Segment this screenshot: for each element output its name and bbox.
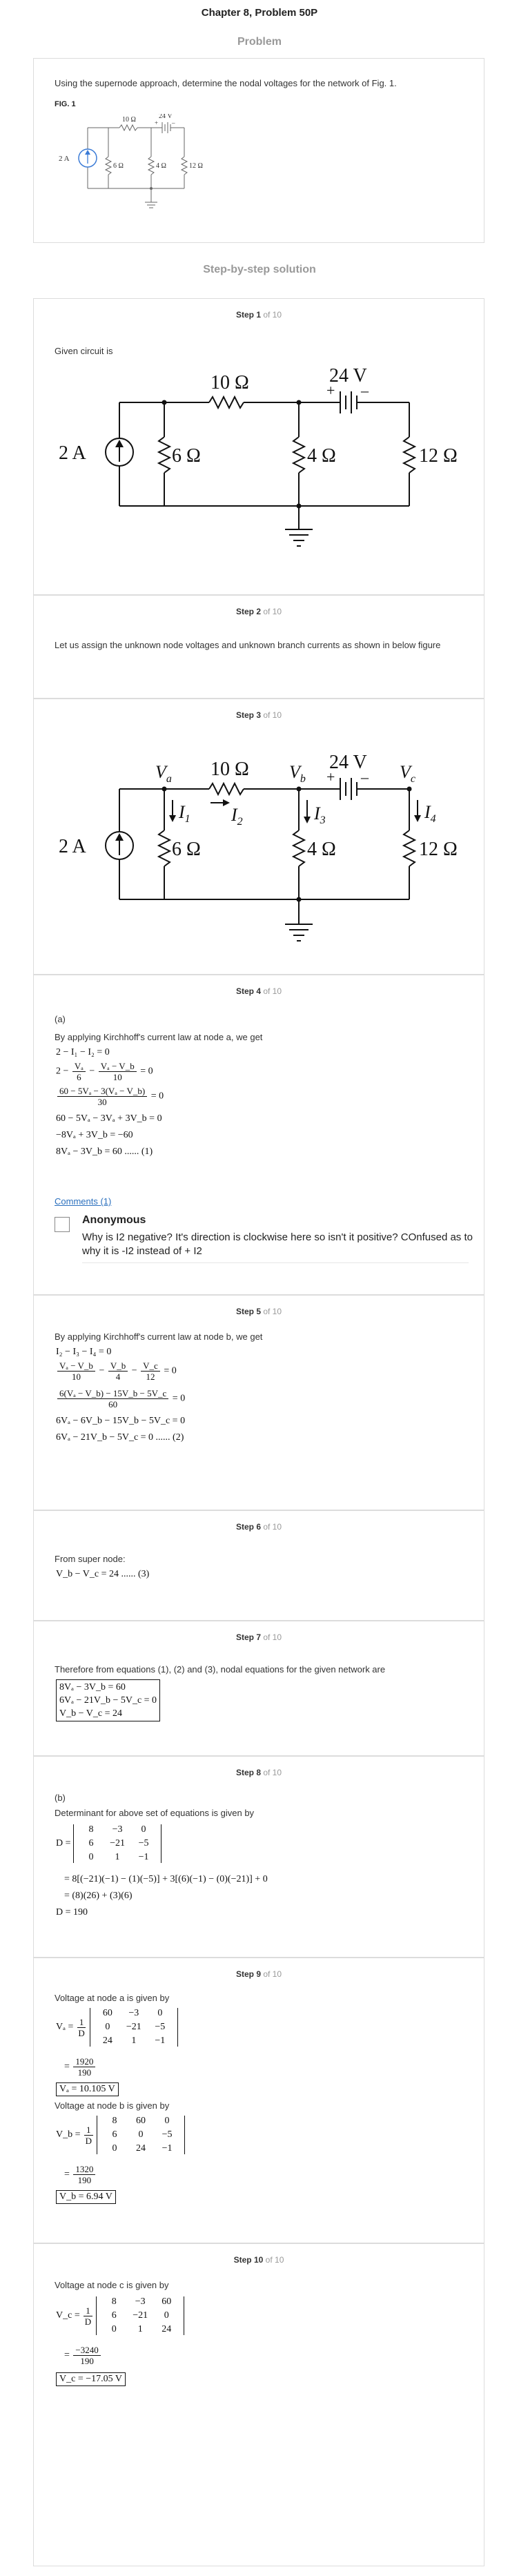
comment-divider (82, 1262, 469, 1263)
step-5-eq2: $\frac{\text{Vₐ − V\_b}}{10}$ − $\frac{V\_b}{4}$ − $\frac{V\_c}{12}$ = 0 (56, 1360, 177, 1382)
solution-heading: Step-by-step solution (203, 264, 316, 275)
problem-circuit-diagram (55, 114, 262, 217)
step-8-text: Determinant for above set of equations is given by (55, 1808, 255, 1818)
step-10-header: Step 10 of 10 (233, 2255, 284, 2265)
node-a-label: $V_a$ (155, 762, 172, 785)
given-source-label: 2 A (59, 442, 86, 464)
step-6-text: From super node: (55, 1554, 126, 1564)
step-5-eq1: I₂ − I₃ − I₄ = 0 (56, 1347, 112, 1357)
comment-checkbox[interactable] (55, 1217, 70, 1232)
comment-author: Anonymous (82, 1214, 146, 1226)
step-5-eq4: 6Vₐ − 6V_b − 15V_b − 5V_c = 0 (56, 1416, 186, 1426)
current-i4-label: $I_4$ (424, 802, 436, 825)
plus-label: + (155, 119, 159, 126)
node-b-label: $V_b$ (289, 762, 306, 785)
given-r2-label: 6 Ω (172, 445, 201, 467)
step-5-text: By applying Kirchhoff's current law at node b, we get (55, 1331, 263, 1342)
step-7-equation-box (56, 1679, 160, 1721)
labeled-r3-label: 4 Ω (307, 839, 336, 860)
r1-label: 10 Ω (122, 116, 136, 124)
step-7-eq1: 8Vₐ − 3V_b = 60 (59, 1682, 126, 1692)
step-10-vc-result: V_c = −17.05 V (56, 2372, 126, 2386)
labeled-r4-label: 12 Ω (419, 839, 458, 860)
vc-matrix: 8 −3 60 6 −21 0 0 1 24 (96, 2296, 184, 2335)
labeled-r2-label: 6 Ω (172, 839, 201, 860)
step-9-text-a: Voltage at node a is given by (55, 1993, 170, 2003)
comment-text: Why is I2 negative? It's direction is clockwise here so isn't it positive? COnfused as to why it is -I2 instead of + I2 (82, 1231, 473, 1257)
problem-text: Using the supernode approach, determine the nodal voltages for the network of Fig. 1. (55, 78, 397, 88)
step-9-va-determinant: Vₐ = $\frac{1}{D}$ 60 −3 0 0 −21 −5 24 1 −1 (56, 2008, 178, 2047)
fig-label: FIG. 1 (55, 100, 76, 108)
page-title: Chapter 8, Problem 50P (201, 7, 318, 19)
given-r1-label: 10 Ω (210, 372, 249, 393)
comment (55, 1214, 473, 1276)
minus-label: – (172, 119, 175, 126)
step-1-header: Step 1 of 10 (235, 310, 282, 320)
step-9 (33, 1958, 484, 2243)
given-minus-label: – (361, 382, 369, 399)
step-8-determinant: D = 8 −3 0 6 −21 −5 0 1 −1 (56, 1824, 161, 1863)
labeled-source-label: 2 A (59, 836, 86, 857)
step-3 (33, 699, 484, 975)
step-6-header: Step 6 of 10 (235, 1522, 282, 1532)
labeled-circuit-diagram (50, 734, 478, 955)
node-c-label: $V_c$ (400, 762, 415, 785)
step-4-eq5: −8Vₐ + 3V_b = −60 (56, 1130, 133, 1140)
step-9-text-b: Voltage at node b is given by (55, 2100, 170, 2111)
step-10-text: Voltage at node c is given by (55, 2280, 169, 2290)
step-8-eq3: = (8)(26) + (3)(6) (64, 1891, 133, 1901)
vs-label: 24 V (159, 114, 173, 120)
step-9-vb-determinant: V_b = $\frac{1}{D}$ 8 60 0 6 0 −5 0 24 −1 (56, 2116, 185, 2154)
current-i3-label: $I_3$ (314, 803, 326, 826)
step-7-header: Step 7 of 10 (235, 1632, 282, 1642)
step-3-header: Step 3 of 10 (235, 710, 282, 720)
step-5 (33, 1295, 484, 1510)
r3-label: 4 Ω (156, 162, 166, 170)
problem-heading: Problem (237, 36, 282, 48)
step-8 (33, 1756, 484, 1958)
step-9-va-fraction: = $\frac{1920}{190}$ (64, 2056, 97, 2078)
vb-matrix: 8 60 0 6 0 −5 0 24 −1 (97, 2116, 185, 2154)
step-7 (33, 1621, 484, 1756)
step-4-text: By applying Kirchhoff's current law at node a, we get (55, 1032, 263, 1042)
step-4-eq3: $\frac{\text{60 − 5Vₐ − 3(Vₐ − V\_b)}}{30}$ = 0 (56, 1086, 164, 1107)
current-i2-label: $I_2$ (231, 805, 243, 828)
r4-label: 12 Ω (189, 162, 203, 170)
step-6 (33, 1510, 484, 1621)
labeled-minus-label: – (361, 768, 369, 786)
step-1 (33, 298, 484, 595)
step-9-va-result: Vₐ = 10.105 V (56, 2082, 119, 2096)
step-9-vb-fraction: = $\frac{1320}{190}$ (64, 2164, 97, 2185)
step-9-header: Step 9 of 10 (235, 1969, 282, 1979)
step-7-eq2: 6Vₐ − 21V_b − 5V_c = 0 (59, 1695, 157, 1706)
r2-label: 6 Ω (113, 162, 124, 170)
problem-card (33, 58, 484, 243)
comments-link[interactable]: Comments (1) (55, 1196, 112, 1207)
step-8-header: Step 8 of 10 (235, 1768, 282, 1777)
step-8-part: (b) (55, 1793, 66, 1803)
va-matrix: 60 −3 0 0 −21 −5 24 1 −1 (90, 2008, 178, 2047)
step-2-header: Step 2 of 10 (235, 607, 282, 616)
step-6-eq: V_b − V_c = 24 ...... (3) (56, 1569, 150, 1579)
step-8-eq4: D = 190 (56, 1907, 88, 1918)
step-4-eq1: 2 − I₁ − I₂ = 0 (56, 1047, 110, 1057)
step-5-header: Step 5 of 10 (235, 1307, 282, 1316)
determinant-matrix: 8 −3 0 6 −21 −5 0 1 −1 (73, 1824, 161, 1863)
labeled-plus-label: + (326, 768, 335, 786)
labeled-vs-label: 24 V (329, 752, 367, 773)
step-4-eq4: 60 − 5Vₐ − 3Vₐ + 3V_b = 0 (56, 1113, 162, 1124)
given-r4-label: 12 Ω (419, 445, 458, 467)
step-10-vc-determinant: V_c = $\frac{1}{D}$ 8 −3 60 6 −21 0 0 1 24 (56, 2296, 184, 2335)
step-8-eq2: = 8[(−21)(−1) − (1)(−5)] + 3[(6)(−1) − (0)(−21)] + 0 (64, 1874, 268, 1884)
step-4-header: Step 4 of 10 (235, 986, 282, 996)
source-label: 2 A (59, 155, 70, 163)
step-2 (33, 595, 484, 699)
step-5-eq3: $\frac{\text{6(Vₐ − V\_b) − 15V\_b − 5V\_c}}{60}$ = 0 (56, 1388, 185, 1409)
step-5-eq5: 6Vₐ − 21V_b − 5V_c = 0 ...... (2) (56, 1432, 184, 1443)
current-i1-label: $I_1$ (179, 802, 190, 825)
step-7-text: Therefore from equations (1), (2) and (3), nodal equations for the given network are (55, 1664, 386, 1675)
step-4 (33, 975, 484, 1295)
step-10 (33, 2243, 484, 2566)
labeled-r1-label: 10 Ω (210, 759, 249, 780)
step-4-eq6: 8Vₐ − 3V_b = 60 ...... (1) (56, 1146, 153, 1157)
given-vs-label: 24 V (329, 365, 367, 387)
given-circuit-diagram (50, 361, 478, 568)
step-7-eq3: V_b − V_c = 24 (59, 1708, 122, 1719)
step-4-eq2: 2 − $\frac{\text{Vₐ}}{6}$ − $\frac{\text{Vₐ − V\_b}}{10}$ = 0 (56, 1061, 153, 1082)
given-r3-label: 4 Ω (307, 445, 336, 467)
step-2-text: Let us assign the unknown node voltages and unknown branch currents as shown in below figure (55, 640, 441, 650)
step-1-text: Given circuit is (55, 346, 113, 356)
step-10-vc-fraction: = $\frac{-3240}{190}$ (64, 2345, 102, 2366)
step-4-part: (a) (55, 1014, 66, 1024)
step-9-vb-result: V_b = 6.94 V (56, 2190, 116, 2204)
given-plus-label: + (326, 382, 335, 399)
